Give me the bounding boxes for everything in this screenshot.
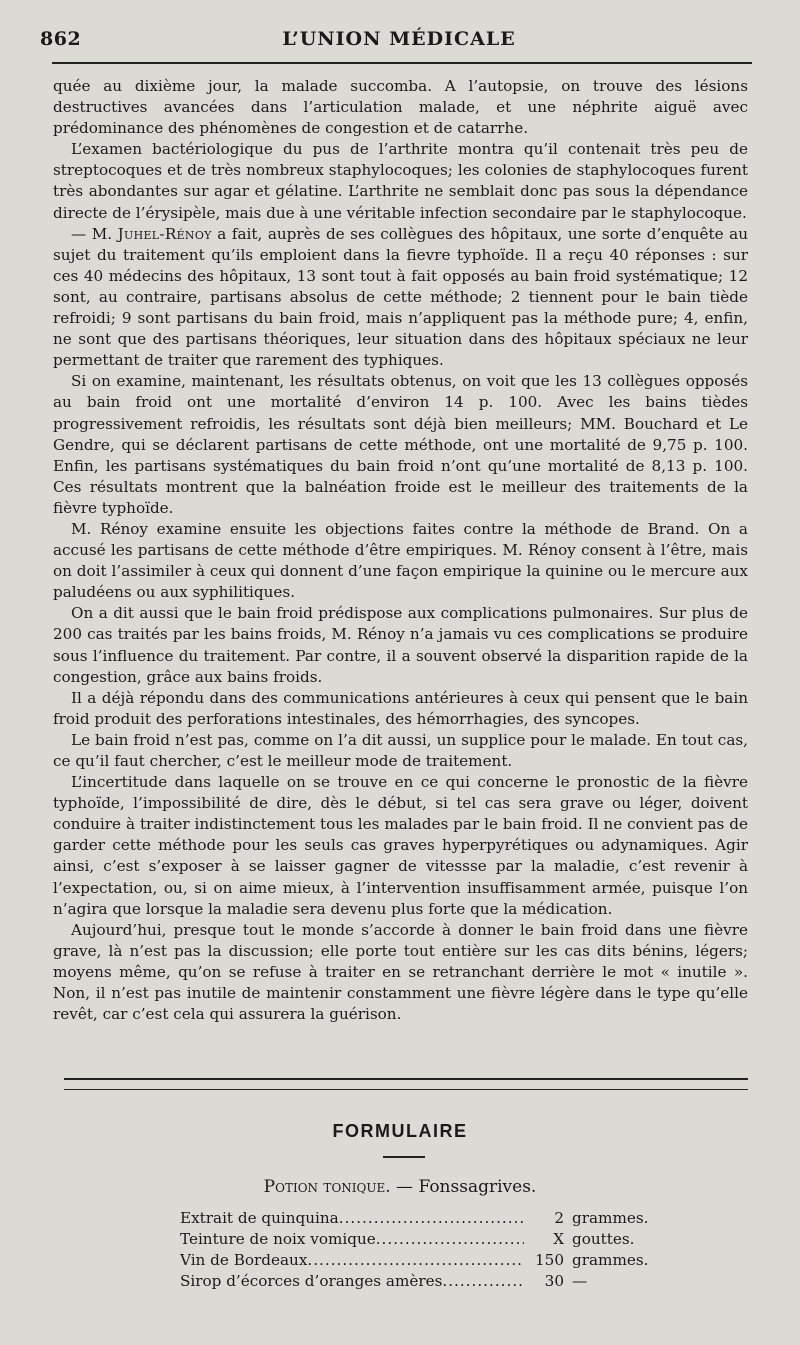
ingredient-unit: grammes. [572,1209,649,1227]
recipe-separator: — [390,1177,419,1197]
paragraph-1: quée au dixième jour, la malade succomba. A l’autopsie, on trouve des lésions destructives avancées dans l’articulation malade, et une néphrite aiguë avec prédominance des phénomènes de congestion et de catarrhe. [53,77,748,138]
header-rule [52,62,752,64]
recipe-title [0,1177,800,1197]
section-divider [64,1078,748,1090]
journal-title: L’UNION MÉDICALE [282,28,516,50]
paragraph-7: Il a déjà répondu dans des communications antérieures à ceux qui pensent que le bain froid produit des perforations intestinales, des hémorrhagies, des syncopes. [53,688,748,728]
ingredient-list [180,1208,650,1292]
ingredient-quantity: 30 [544,1272,564,1290]
ingredient-row [180,1229,650,1250]
paragraph-6: On a dit aussi que le bain froid prédispose aux complications pulmonaires. Sur plus de 200 cas traités par les bains froids, M. Rénoy n’a jamais vu ces complications se produire sous l’influence du traitement. Par contre, il a souvent observé la disparition rapide de la congestion, grâce aux bains froids. [53,604,748,686]
author-name: Juhel-Rénoy [117,224,212,243]
ingredient-row [180,1208,650,1229]
ingredient-unit: gouttes. [572,1230,635,1248]
ingredient-name: Vin de Bordeaux [180,1251,308,1269]
ingredient-unit: — [572,1272,588,1290]
article-body [53,76,748,1025]
ingredient-row [180,1250,650,1271]
ingredient-quantity: 150 [535,1251,564,1269]
paragraph-10: Aujourd’hui, presque tout le monde s’accorde à donner le bain froid dans une fièvre grave, là n’est pas la discussion; elle porte tout entière sur les cas dits bénins, légers; moyens même, qu’on se refuse à traiter en se retranchant derrière le mot « inutile ». Non, il n’est pas inutile de maintenir constamment une fièvre légère dans le type qu’elle revêt, car c’est cela qui assurera la guérison. [53,920,748,1024]
ingredient-name: Sirop d’écorces d’oranges amères [180,1272,443,1290]
ingredient-name: Extrait de quinquina [180,1209,339,1227]
leader-dots [307,1250,524,1271]
recipe-author: Fonssagrives. [418,1177,537,1197]
page-number: 862 [40,28,82,50]
paragraph-8: Le bain froid n’est pas, comme on l’a dit aussi, un supplice pour le malade. En tout cas, ce qu’il faut chercher, c’est le meilleur mode de traitement. [53,730,748,770]
ingredient-quantity: 2 [554,1209,564,1227]
leader-dots [376,1229,524,1250]
title-underline [383,1156,425,1158]
paragraph-5: M. Rénoy examine ensuite les objections faites contre la méthode de Brand. On a accusé les partisans de cette méthode d’être empiriques. M. Rénoy consent à l’être, mais on doit l’assimiler à ceux qui donnent d’une façon empirique la quinine ou le mercure aux paludéens ou aux syphilitiques. [53,519,748,602]
ingredient-unit: grammes. [572,1251,649,1269]
ingredient-quantity: X [553,1230,564,1248]
paragraph-3-text: a fait, auprès de ses collègues des hôpitaux, une sorte d’enquête au sujet du traitement qu’ils emploient dans la fievre typhoïde. Il a reçu 40 réponses : sur ces 40 médecins des hôpitaux, 13 sont tout à fait opposés au bain froid systématique; 12 sont, au contraire, partisans absolus de cette méthode; 2 tiennent pour le bain tiède refroidi; 9 sont partisans du bain froid, mais n’appliquent pas la méthode pure; 4, enfin, ne sont que des partisans théoriques, leur situation dans des hôpitaux spéciaux ne leur permettant de traiter que rarement des typhiques. [53,224,748,370]
ingredient-row [180,1271,650,1292]
paragraph-3 [53,224,748,372]
section-title: FORMULAIRE [332,1121,468,1141]
paragraph-3-lead: — M. [71,224,118,243]
paragraph-9: L’incertitude dans laquelle on se trouve en ce qui concerne le pronostic de la fièvre typhoïde, l’impossibilité de dire, dès le début, si tel cas sera grave ou léger, doivent conduire à traiter indistinctement tous les malades par le bain froid. Il ne convient pas de garder cette méthode pour les seuls cas graves hyperpyrétiques ou adynamiques. Agir ainsi, c’est s’exposer à se laisser gagner de vitessse par la maladie, c’est revenir à l’expectation, ou, si on aime mieux, à l’intervention insuffisamment armée, puisque l’on n’agira que lorsque la maladie sera devenu plus forte que la médication. [53,773,748,918]
ingredient-name: Teinture de noix vomique [180,1230,376,1248]
leader-dots [442,1271,524,1292]
recipe-name: Potion tonique. [263,1177,391,1197]
leader-dots [339,1208,524,1229]
running-head [40,28,758,56]
paragraph-2: L’examen bactériologique du pus de l’arthrite montra qu’il contenait très peu de streptocoques et de très nombreux staphylocoques; les colonies de staphylocoques furent très abondantes sur agar et gélatine. L’arthrite ne semblait donc pas sous la dépendance directe de l’érysipèle, mais due à une véritable infection secondaire par le staphylocoque. [53,140,748,222]
paragraph-4: Si on examine, maintenant, les résultats obtenus, on voit que les 13 collègues opposés au bain froid ont une mortalité d’environ 14 p. 100. Avec les bains tièdes progressivement refroidis, les résultats sont déjà bien meilleurs; MM. Bouchard et Le Gendre, qui se déclarent partisans de cette méthode, ont une mortalité de 9,75 p. 100. Enfin, les partisans systématiques du bain froid n’ont qu’une mortalité de 8,13 p. 100. Ces résultats montrent que la balnéation froide est le meilleur des traitements de la fièvre typhoïde. [53,372,748,517]
